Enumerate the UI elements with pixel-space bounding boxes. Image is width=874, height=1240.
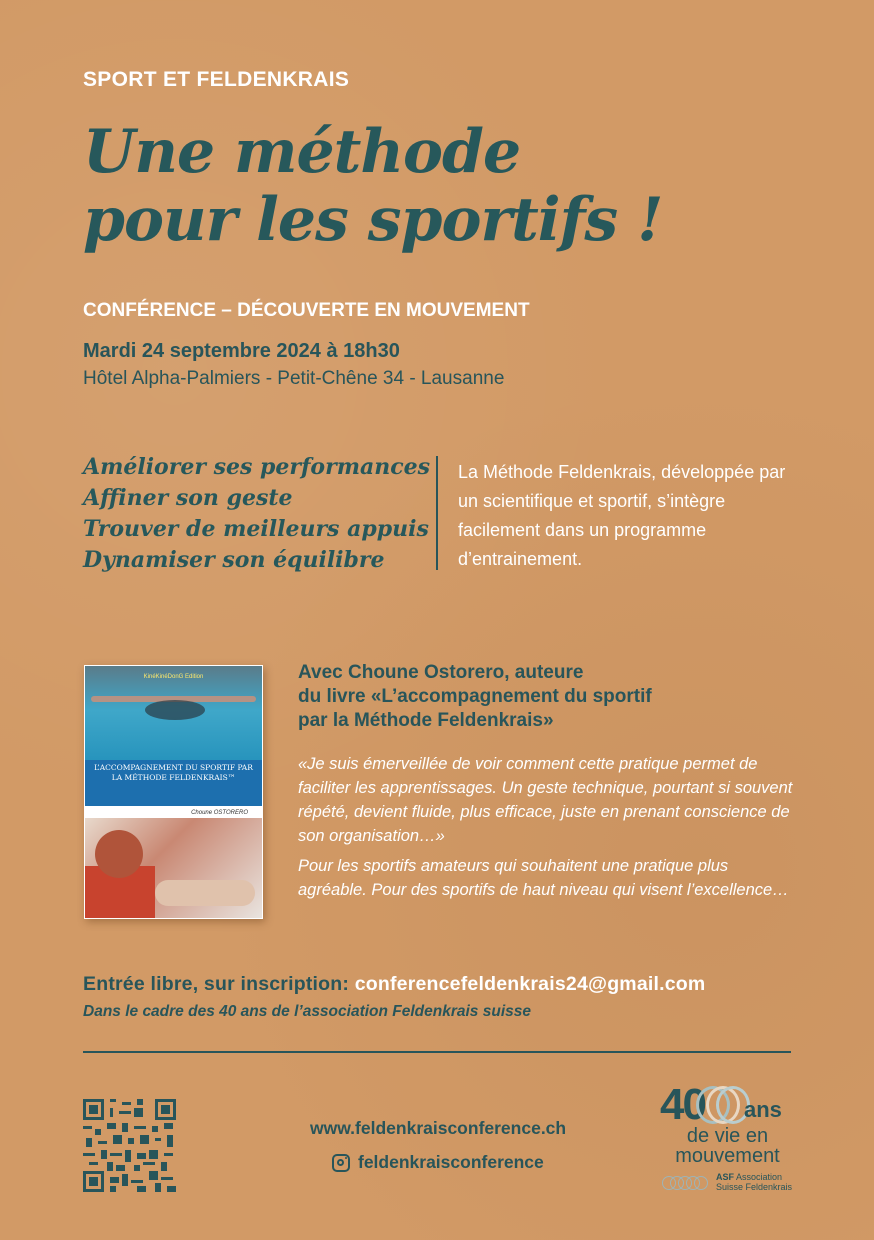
book-cover: [84, 665, 263, 919]
book-cover-title: L’ACCOMPAGNEMENT DU SPORTIF PAR LA MÉTHODE FELDENKRAIS™: [94, 763, 253, 782]
asf-mark-icon: [662, 1174, 712, 1192]
logo-tagline-1: de vie en: [686, 1125, 769, 1147]
author-block: [298, 661, 758, 733]
book-cover-therapy-photo: [85, 818, 262, 918]
registration-email-link[interactable]: conferencefeldenkrais24@gmail.com: [354, 973, 706, 995]
benefits-list: [83, 452, 431, 576]
website-link[interactable]: www.feldenkraisconference.ch: [310, 1118, 567, 1138]
author-line-2: du livre «L’accompagnement du sportif: [298, 686, 652, 707]
benefit-item: Dynamiser son équilibre: [83, 547, 385, 573]
logo-number: 40: [660, 1080, 705, 1129]
benefit-item: Améliorer ses performances: [83, 454, 431, 480]
asf-label: ASF Association Suisse Feldenkrais: [716, 1172, 793, 1192]
qr-code-icon[interactable]: [83, 1099, 176, 1192]
book-publisher: KinéKinéDonG Edition: [143, 674, 204, 680]
instagram-link[interactable]: [332, 1152, 544, 1173]
audience-pitch: Pour les sportifs amateurs qui souhaitent une pratique plus agréable. Pour des sportifs de haut niveau qui visent l’excellence…: [298, 857, 789, 899]
association-context: Dans le cadre des 40 ans de l’association Feldenkrais suisse: [83, 1003, 531, 1020]
footer-divider: [83, 1051, 791, 1053]
benefit-item: Trouver de meilleurs appuis: [83, 516, 429, 542]
author-line-3: par la Méthode Feldenkrais»: [298, 710, 554, 731]
event-date: Mardi 24 septembre 2024 à 18h30: [83, 340, 400, 362]
page-title: [83, 118, 662, 254]
author-line-1: Avec Choune Ostorero, auteure: [298, 662, 584, 683]
logo-tagline-2: mouvement: [675, 1145, 780, 1167]
method-intro: La Méthode Feldenkrais, développée par un scientifique et sportif, s’intègre facilement dans un programme d’entrainement.: [458, 462, 786, 569]
title-line-2: pour les sportifs !: [83, 185, 663, 255]
anniversary-logo: [660, 1080, 795, 1200]
registration-line: [83, 973, 705, 996]
instagram-icon: [332, 1154, 350, 1172]
benefit-item: Affiner son geste: [83, 485, 293, 511]
vertical-divider: [436, 456, 438, 570]
registration-label: Entrée libre, sur inscription:: [83, 973, 350, 995]
conference-subhead: CONFÉRENCE – DÉCOUVERTE EN MOUVEMENT: [83, 300, 530, 321]
book-cover-author: Choune OSTORERO: [191, 810, 248, 816]
author-quote: «Je suis émerveillée de voir comment cette pratique permet de faciliter les apprentissages. Un geste technique, pourtant si souvent répété, devient fluide, plus efficace, juste en prenant conscience de son organisation…»: [298, 755, 793, 845]
event-kicker: SPORT ET FELDENKRAIS: [83, 68, 350, 91]
event-venue: Hôtel Alpha-Palmiers - Petit-Chêne 34 - Lausanne: [83, 368, 505, 389]
instagram-handle: feldenkraisconference: [358, 1152, 544, 1172]
title-line-1: Une méthode: [83, 117, 521, 187]
logo-ans: ans: [744, 1097, 782, 1122]
